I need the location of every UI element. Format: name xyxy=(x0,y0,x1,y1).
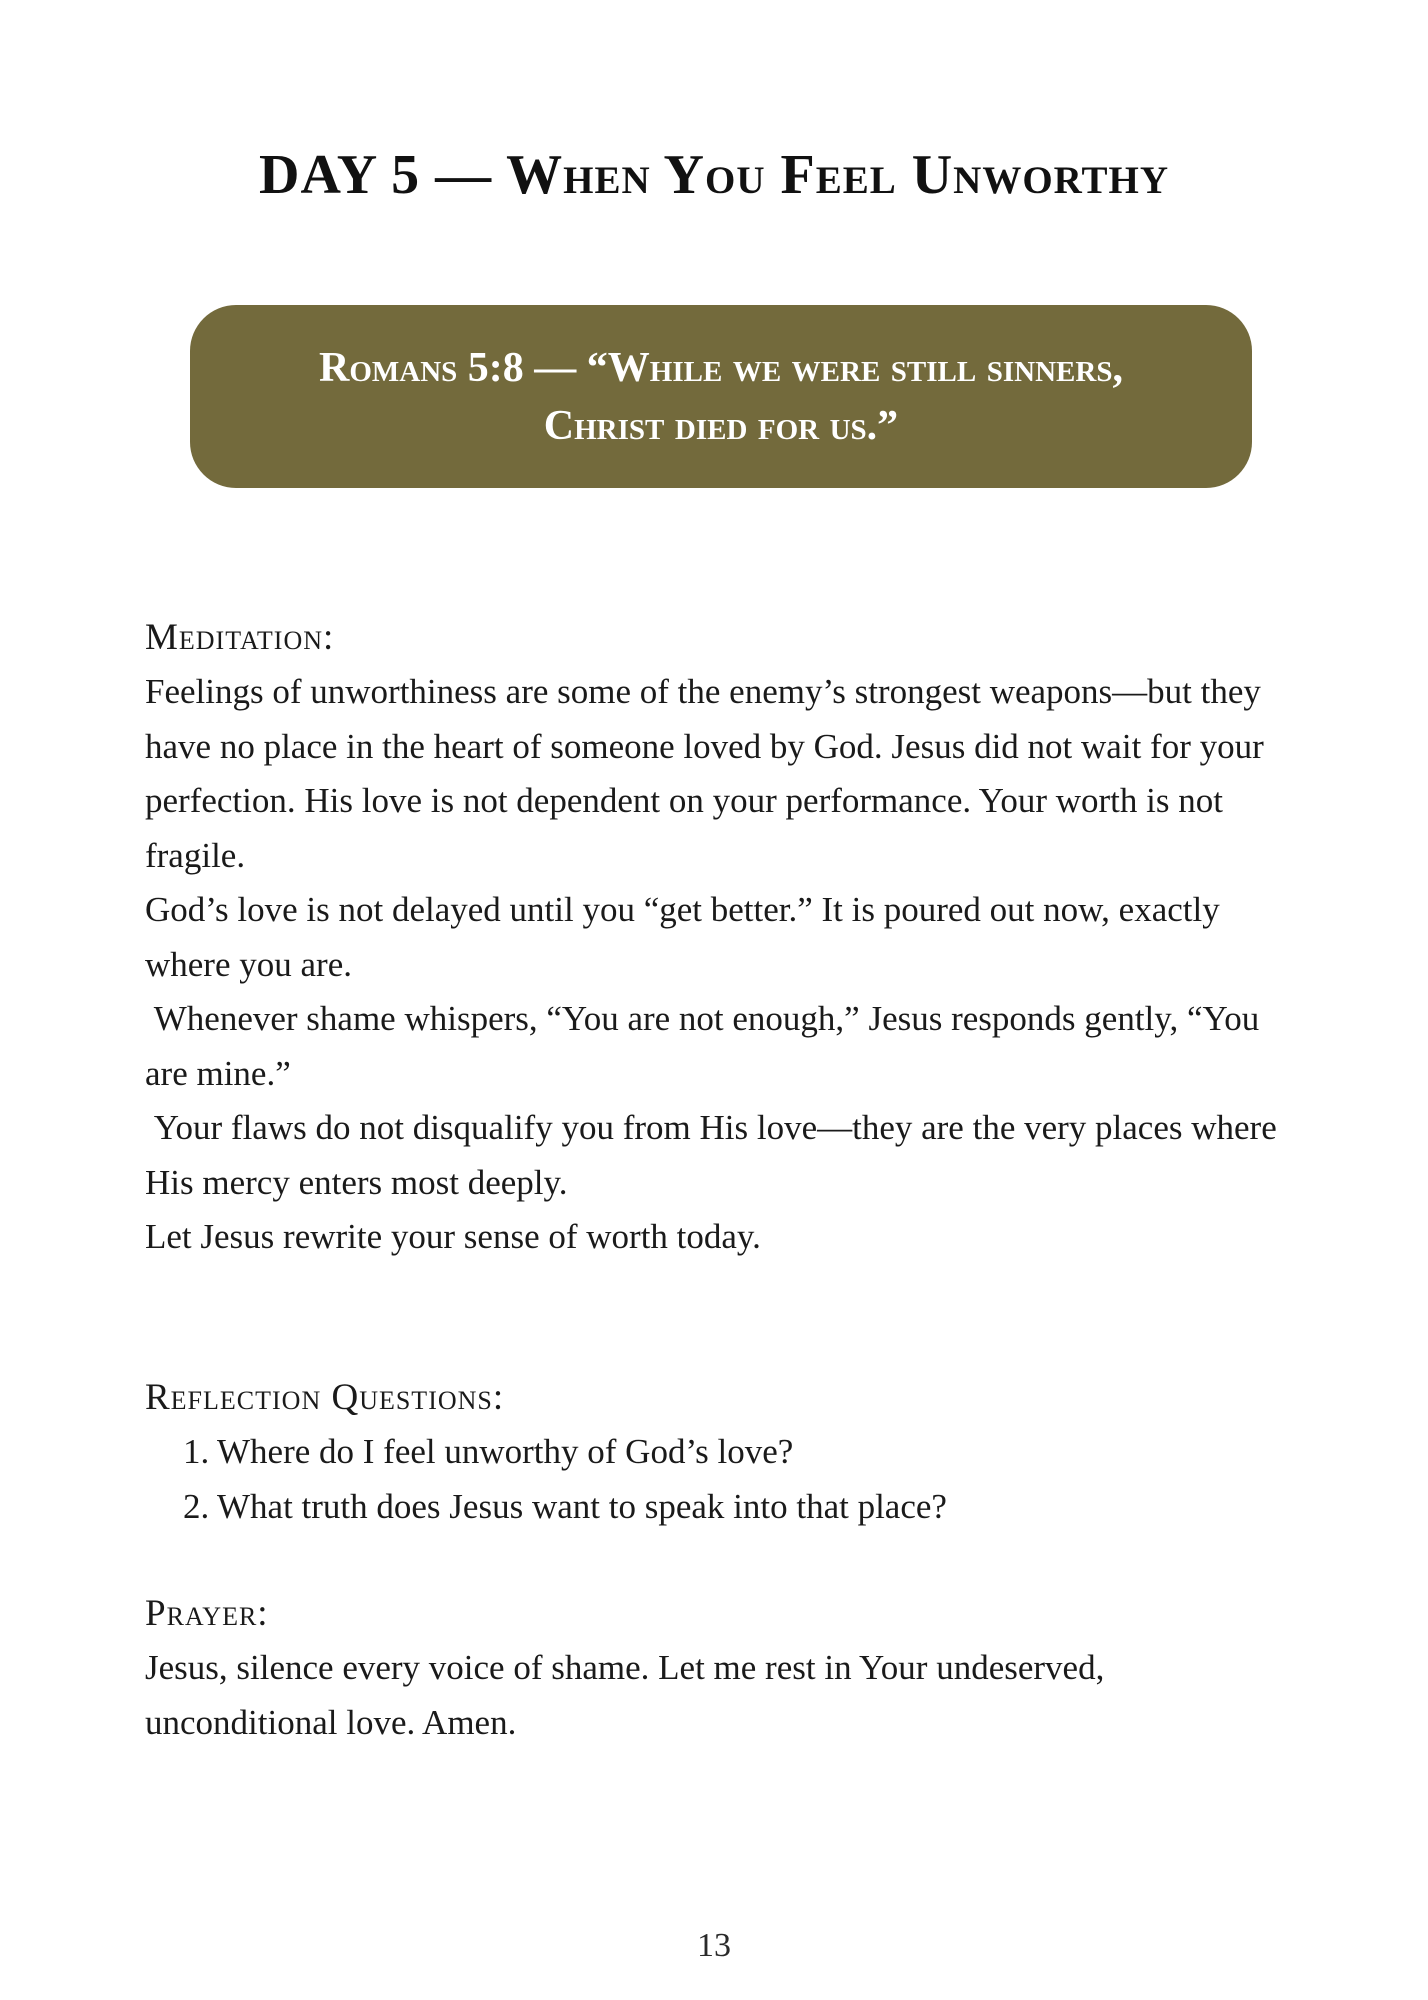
verse-text: Romans 5:8 — “While we were still sinners, Christ died for us.” xyxy=(319,344,1123,449)
question-text: What truth does Jesus want to speak into that place? xyxy=(217,1486,947,1526)
verse-banner xyxy=(190,305,1252,488)
meditation-paragraph: Feelings of unworthiness are some of the enemy’s strongest weapons—but they have no place in the heart of someone loved by God. Jesus did not wait for your perfection. His love is not dependent on your performance. Your worth is not fragile. xyxy=(145,672,1273,875)
prayer-body xyxy=(145,1641,1305,1750)
prayer-text: Jesus, silence every voice of shame. Let me rest in Your undeserved, unconditional love. Amen. xyxy=(145,1648,1114,1742)
reflection-label: Reflection Questions: xyxy=(145,1377,505,1418)
page-title: DAY 5 — When You Feel Unworthy xyxy=(259,144,1169,206)
list-item xyxy=(145,1480,1305,1535)
meditation-body xyxy=(145,665,1305,1265)
meditation-label: Meditation: xyxy=(145,617,335,658)
question-number: 1. xyxy=(183,1432,210,1471)
meditation-paragraph: Let Jesus rewrite your sense of worth today. xyxy=(145,1217,761,1256)
meditation-paragraph: Whenever shame whispers, “You are not enough,” Jesus responds gently, “You are mine.” xyxy=(145,999,1269,1093)
reflection-questions xyxy=(145,1425,1305,1534)
prayer-label: Prayer: xyxy=(145,1593,269,1634)
meditation-paragraph: God’s love is not delayed until you “get better.” It is poured out now, exactly where you are. xyxy=(145,890,1229,984)
question-number: 2. xyxy=(183,1486,210,1526)
question-text: Where do I feel unworthy of God’s love? xyxy=(217,1432,794,1471)
page-number: 13 xyxy=(697,1927,731,1964)
meditation-paragraph: Your flaws do not disqualify you from His love—they are the very places where His mercy enters most deeply. xyxy=(145,1108,1286,1202)
list-item xyxy=(145,1425,1305,1480)
